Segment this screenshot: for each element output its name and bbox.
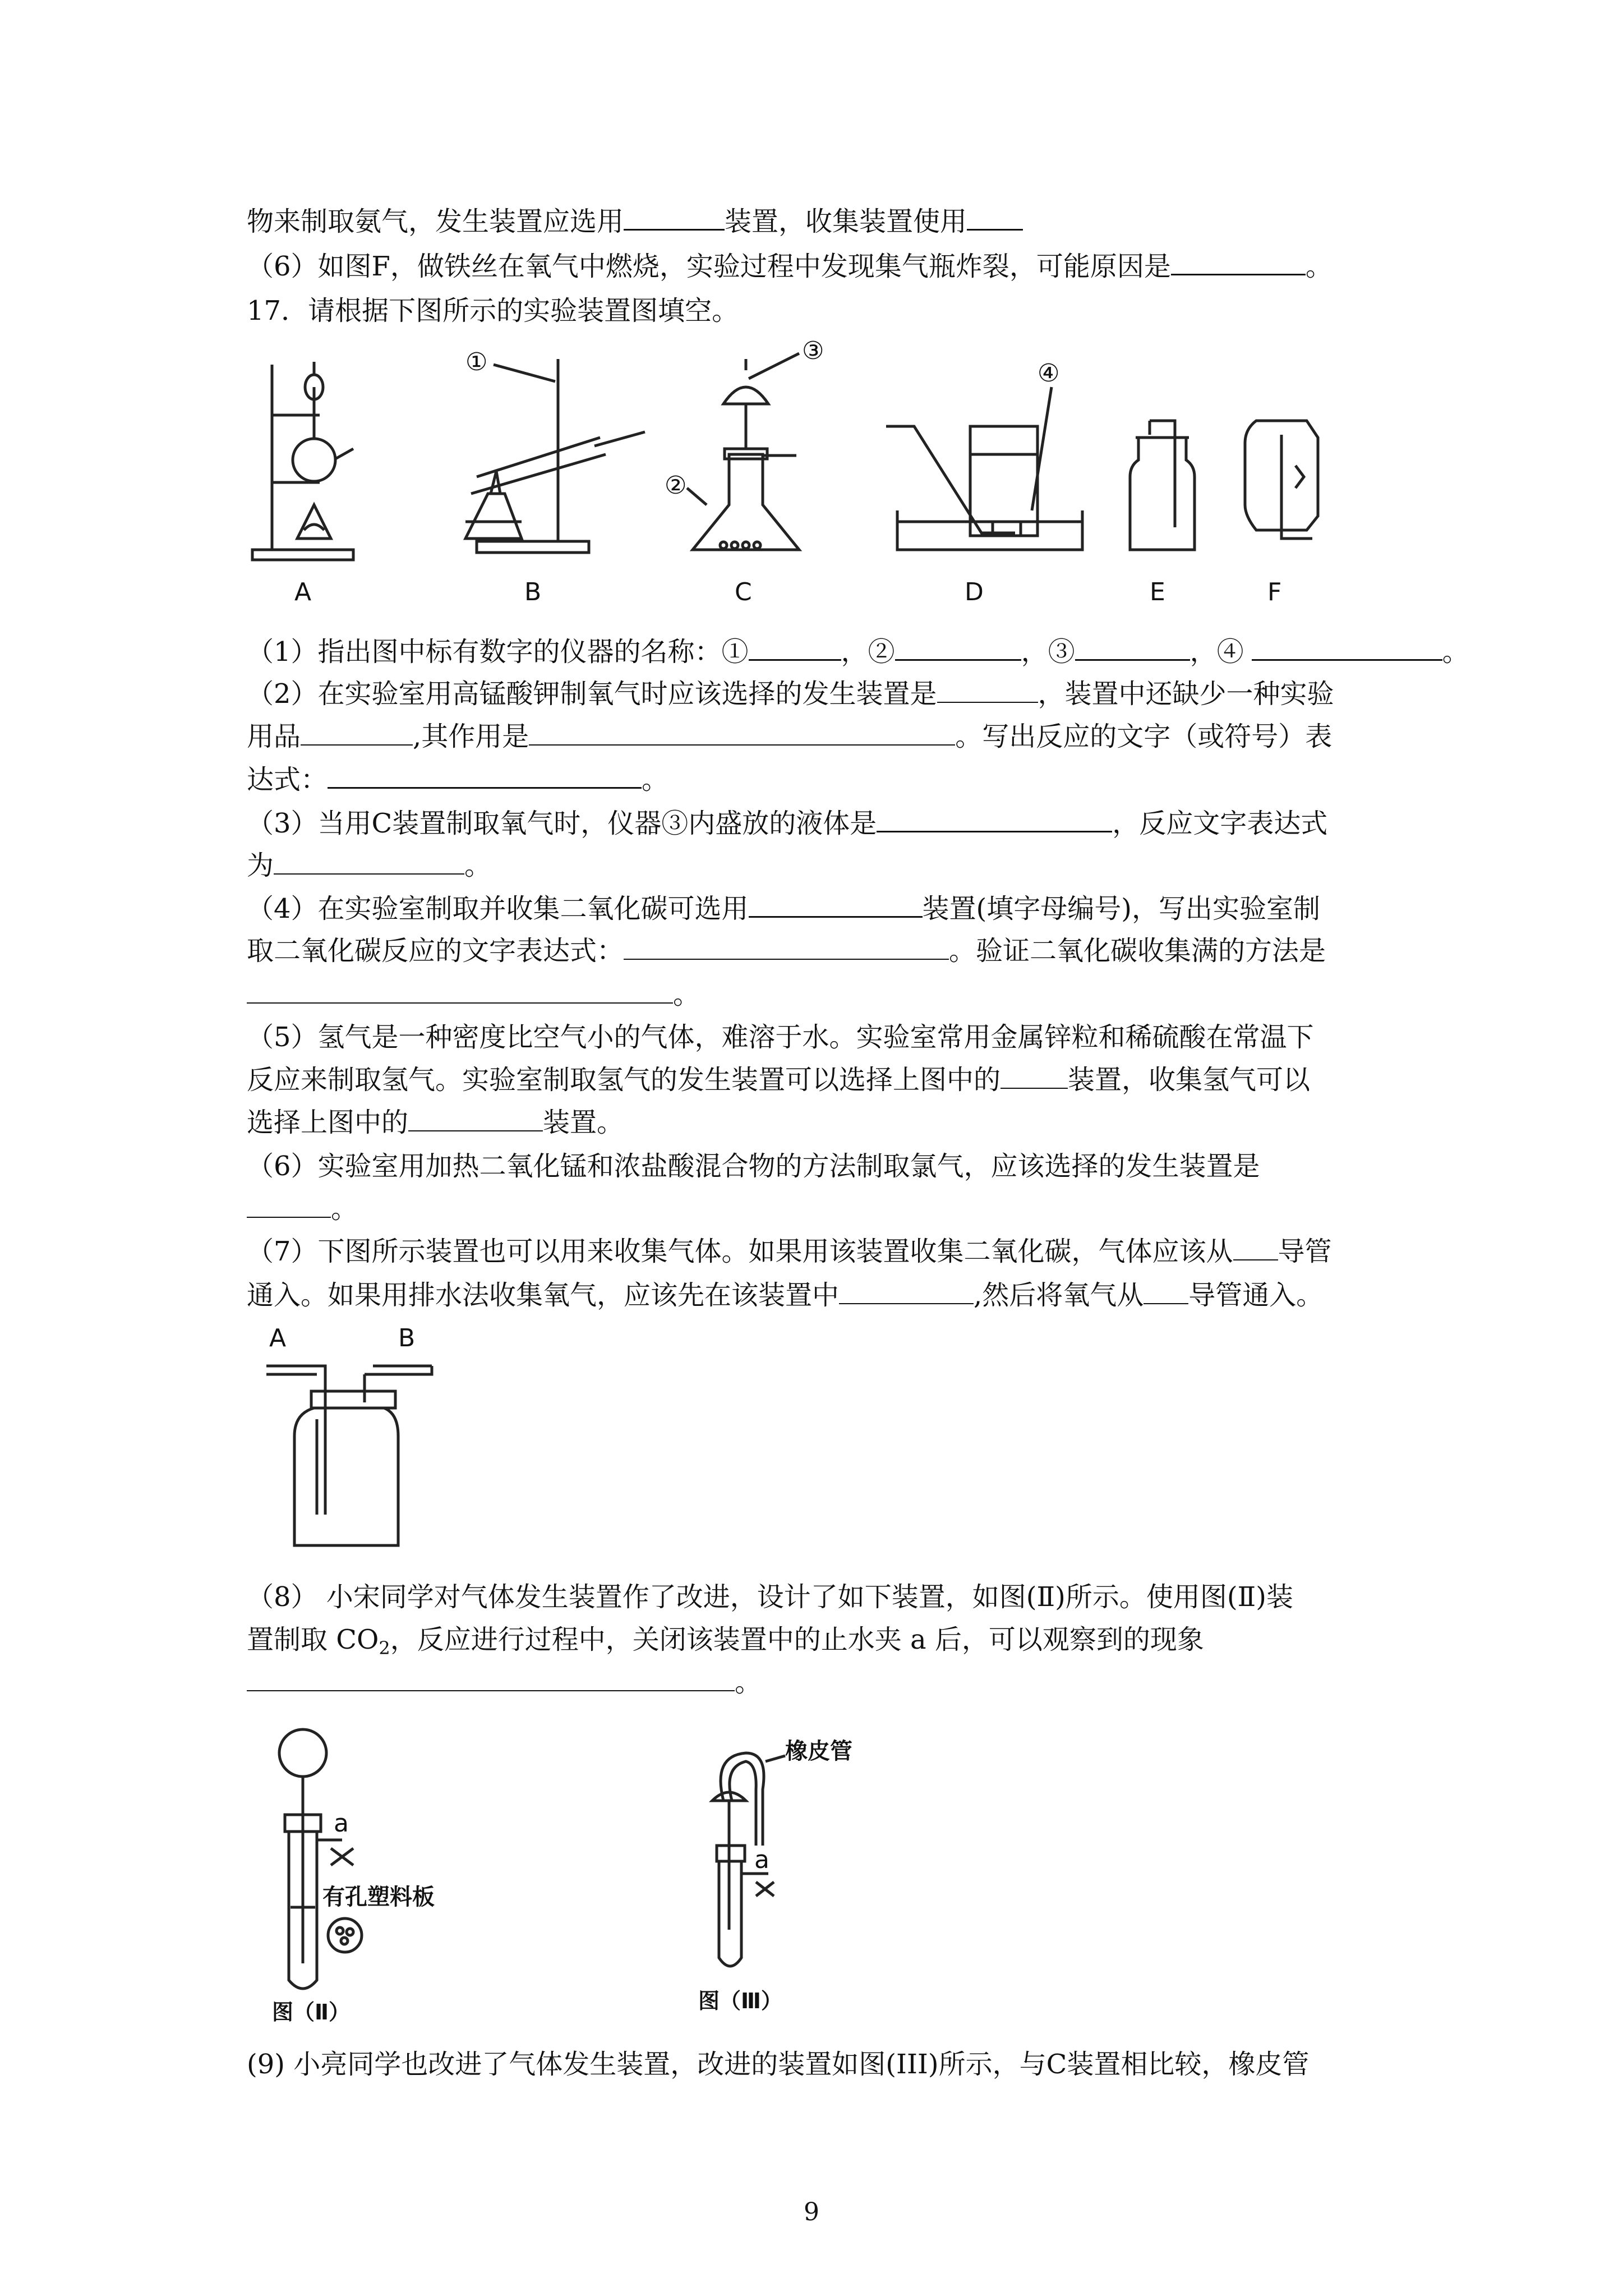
text-line: （1）指出图中标有数字的仪器的名称：① ，② ，③ ，④ 。 xyxy=(247,634,1469,669)
text-line: （4）在实验室制取并收集二氧化碳可选用 装置(填字母编号)，写出实验室制 xyxy=(247,891,1320,926)
blank[interactable] xyxy=(895,634,1021,661)
blank[interactable] xyxy=(1144,1278,1188,1304)
text-line: 用品 ,其作用是 。写出反应的文字（或符号）表 xyxy=(247,721,1332,752)
page-number: 9 xyxy=(804,2198,819,2226)
text-line: （7）下图所示装置也可以用来收集气体。如果用该装置收集二氧化碳，气体应该从 导管 xyxy=(247,1236,1332,1267)
text-line: 取二氧化碳反应的文字表达式： 。验证二氧化碳收集满的方法是 xyxy=(247,935,1326,967)
text-line: 反应来制取氢气。实验室制取氢气的发生装置可以选择上图中的 装置，收集氢气可以 xyxy=(247,1064,1311,1096)
label-a: A xyxy=(294,578,312,606)
blank[interactable] xyxy=(1075,634,1190,661)
blank[interactable] xyxy=(247,1665,735,1691)
marker-1: ① xyxy=(465,348,488,376)
marker-3: ③ xyxy=(802,337,824,365)
blank[interactable] xyxy=(1233,1235,1278,1260)
text-line: （8） 小宋同学对气体发生装置作了改进，设计了如下装置，如图(Ⅱ)所示。使用图(Ⅱ)装 xyxy=(247,1581,1293,1613)
text-line: 物来制取氨气，发生装置应选用 装置，收集装置使用 xyxy=(247,204,1023,238)
text-line: 选择上图中的 装置。 xyxy=(247,1107,624,1138)
text-line: （6）实验室用加热二氧化锰和浓盐酸混合物的方法制取氯气，应该选择的发生装置是 xyxy=(247,1151,1260,1182)
blank[interactable] xyxy=(967,204,1023,231)
blank[interactable] xyxy=(839,1278,974,1304)
apparatus-a xyxy=(252,362,353,560)
clamp-label: a xyxy=(754,1846,769,1874)
text-line: (9) 小亮同学也改进了气体发生装置，改进的装置如图(III)所示，与C装置相比较，橡皮管 xyxy=(247,2049,1310,2080)
apparatus-b xyxy=(465,359,645,553)
clamp-label: a xyxy=(334,1809,349,1838)
text-line: 。 xyxy=(247,1192,358,1226)
apparatus-f xyxy=(1245,421,1318,539)
blank[interactable] xyxy=(529,720,955,746)
figure-iii xyxy=(690,1733,903,2014)
apparatus-c xyxy=(693,359,799,550)
blank[interactable] xyxy=(247,1192,331,1218)
text-line: （3）当用C装置制取氧气时，仪器③内盛放的液体是 ，反应文字表达式 xyxy=(247,806,1327,840)
text-line: 。 xyxy=(247,978,700,1011)
marker-2: ② xyxy=(665,471,687,500)
text-line: 置制取 $CO_2$，反应进行过程中，关闭该装置中的止水夹 a 后，可以观察到的现象 xyxy=(247,1624,1204,1659)
blank[interactable] xyxy=(1171,249,1306,275)
blank[interactable] xyxy=(301,720,413,746)
text-line: 达式： 。 xyxy=(247,762,668,797)
tube-label-a: A xyxy=(269,1324,287,1352)
question-title: 17．请根据下图所示的实验装置图填空。 xyxy=(247,295,739,326)
text-line: 。 xyxy=(247,1665,762,1699)
blank[interactable] xyxy=(624,204,725,231)
gas-bottle-figure xyxy=(252,1324,454,1559)
label-c: C xyxy=(735,578,752,606)
apparatus-e xyxy=(1130,421,1195,550)
apparatus-figure xyxy=(241,337,1363,617)
blank[interactable] xyxy=(877,806,1112,832)
blank[interactable] xyxy=(1000,1063,1068,1089)
plate-label: 有孔塑料板 xyxy=(322,1884,435,1910)
blank[interactable] xyxy=(624,934,949,960)
blank[interactable] xyxy=(328,762,642,789)
blank[interactable] xyxy=(1252,634,1442,661)
text-line: （5）氢气是一种密度比空气小的气体，难溶于水。实验室常用金属锌粒和稀硫酸在常温下 xyxy=(247,1022,1314,1053)
label-e: E xyxy=(1150,578,1165,606)
text-line: （6）如图F，做铁丝在氧气中燃烧，实验过程中发现集气瓶炸裂，可能原因是 。 xyxy=(247,249,1332,283)
text-line: （2）在实验室用高锰酸钾制氧气时应该选择的发生装置是 ，装置中还缺少一种实验 xyxy=(247,678,1334,710)
tube-label-b: B xyxy=(398,1324,416,1352)
blank[interactable] xyxy=(274,849,464,875)
apparatus-d xyxy=(886,426,1082,550)
text-line: 为 。 xyxy=(247,850,492,881)
label-d: D xyxy=(965,578,984,606)
marker-4: ④ xyxy=(1038,359,1060,388)
blank[interactable] xyxy=(247,978,673,1004)
blank[interactable] xyxy=(408,1106,543,1131)
blank[interactable] xyxy=(749,891,923,918)
text-line: 通入。如果用排水法收集氧气，应该先在该装置中 ,然后将氧气从 导管通入。 xyxy=(247,1280,1324,1311)
blank[interactable] xyxy=(937,677,1038,703)
figure-iii-caption: 图（Ⅲ） xyxy=(698,1989,782,2013)
figure-ii xyxy=(269,1722,505,2025)
figure-ii-caption: 图（Ⅱ） xyxy=(272,2000,351,2024)
blank[interactable] xyxy=(749,634,841,661)
tube-label: 橡皮管 xyxy=(785,1738,852,1764)
label-f: F xyxy=(1267,578,1282,606)
label-b: B xyxy=(524,578,542,606)
